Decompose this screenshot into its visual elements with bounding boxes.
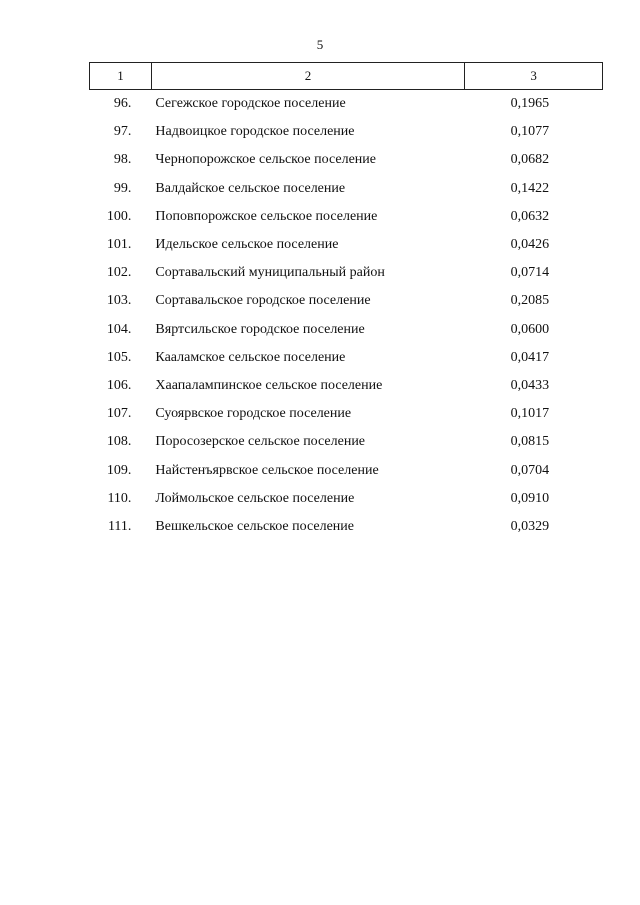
settlement-name: Лоймольское сельское поселение xyxy=(155,490,355,506)
table-row xyxy=(90,513,603,541)
row-number: 97. xyxy=(113,124,132,140)
coefficient-value: 0,0329 xyxy=(510,518,550,534)
column-header-1: 1 xyxy=(90,63,152,90)
table-row xyxy=(90,287,603,315)
table-row xyxy=(90,118,603,146)
coefficient-value: 0,0682 xyxy=(510,152,550,168)
table-row xyxy=(90,231,603,259)
row-number: 99. xyxy=(113,180,132,196)
settlement-name: Надвоицкое городское поселение xyxy=(155,124,355,140)
settlement-name: Сортавальское городское поселение xyxy=(155,293,371,309)
table-row xyxy=(90,146,603,174)
coefficient-value: 0,0815 xyxy=(510,434,550,450)
settlement-name: Вешкельское сельское поселение xyxy=(155,518,354,534)
coefficient-value: 0,0714 xyxy=(510,265,550,281)
row-number: 98. xyxy=(113,152,132,168)
table-row xyxy=(90,400,603,428)
table-row xyxy=(90,259,603,287)
column-header-2: 2 xyxy=(151,63,464,90)
settlement-name: Сегежское городское поселение xyxy=(155,96,346,112)
table-row xyxy=(90,456,603,484)
row-number: 108. xyxy=(106,434,132,450)
table-row xyxy=(90,90,603,119)
table-row xyxy=(90,428,603,456)
table-header-row xyxy=(90,63,603,90)
coefficient-value: 0,1965 xyxy=(510,96,550,112)
coefficient-value: 0,1422 xyxy=(510,180,550,196)
row-number: 110. xyxy=(107,490,132,506)
page-number: 5 xyxy=(316,37,324,52)
coefficient-value: 0,0632 xyxy=(510,208,550,224)
row-number: 106. xyxy=(106,377,132,393)
settlement-name: Вяртсильское городское поселение xyxy=(155,321,365,337)
table-row xyxy=(90,316,603,344)
column-header-3: 3 xyxy=(465,63,603,90)
settlement-name: Поросозерское сельское поселение xyxy=(155,434,366,450)
coefficient-value: 0,0704 xyxy=(510,462,550,478)
settlement-name: Хаапалампинское сельское поселение xyxy=(155,377,383,393)
coefficient-value: 0,0417 xyxy=(510,349,550,365)
row-number: 107. xyxy=(106,406,132,422)
settlement-name: Сортавальский муниципальный район xyxy=(155,265,385,281)
coefficient-value: 0,1077 xyxy=(510,124,550,140)
settlement-name: Валдайское сельское поселение xyxy=(155,180,346,196)
row-number: 111. xyxy=(107,518,132,534)
settlement-name: Найстенъярвское сельское поселение xyxy=(155,462,379,478)
row-number: 103. xyxy=(106,293,132,309)
settlement-name: Идельское сельское поселение xyxy=(155,237,339,253)
coefficient-value: 0,1017 xyxy=(510,406,550,422)
row-number: 109. xyxy=(106,462,132,478)
table-body xyxy=(90,90,603,542)
distribution-table xyxy=(89,62,603,541)
table-row xyxy=(90,203,603,231)
row-number: 100. xyxy=(106,208,132,224)
table-row xyxy=(90,344,603,372)
table-row xyxy=(90,175,603,203)
coefficient-value: 0,0426 xyxy=(510,237,550,253)
table-row xyxy=(90,372,603,400)
row-number: 104. xyxy=(106,321,132,337)
coefficient-value: 0,0910 xyxy=(510,490,550,506)
table-row xyxy=(90,485,603,513)
settlement-name: Поповпорожское сельское поселение xyxy=(155,208,378,224)
row-number: 101. xyxy=(106,237,132,253)
settlement-name: Кааламское сельское поселение xyxy=(155,349,346,365)
row-number: 105. xyxy=(106,349,132,365)
settlement-name: Суоярвское городское поселение xyxy=(155,406,352,422)
settlement-name: Чернопорожское сельское поселение xyxy=(155,152,376,168)
row-number: 102. xyxy=(106,265,132,281)
row-number: 96. xyxy=(113,96,132,112)
coefficient-value: 0,0600 xyxy=(510,321,550,337)
coefficient-value: 0,0433 xyxy=(510,377,550,393)
coefficient-value: 0,2085 xyxy=(510,293,550,309)
